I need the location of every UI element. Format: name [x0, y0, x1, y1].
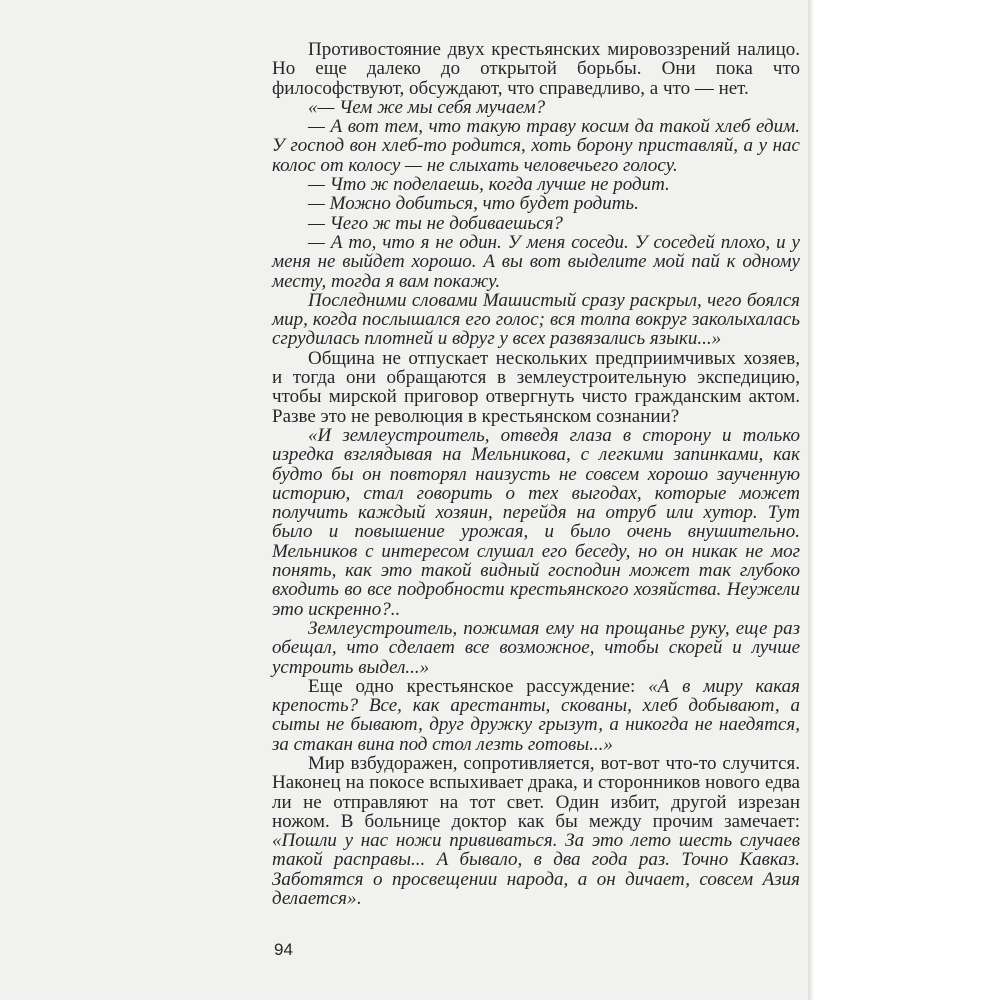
page-number: 94: [274, 940, 293, 959]
quote-text: — А вот тем, что такую траву косим да такой хлеб едим. У господ вон хлеб-то родится, хоть борону приставляй, а у нас колос от колосу — не слыхать человечьего голосу.: [272, 116, 800, 176]
paragraph: [272, 214, 800, 233]
body-text: Еще одно крестьянское рассуждение:: [308, 675, 649, 697]
body-text: Противостояние двух крестьянских мировоззрений налицо. Но еще далеко до открытой борьбы. Они пока что философствуют, обсуждают, что справедливо, а что — нет.: [272, 39, 800, 99]
paragraph: [272, 98, 800, 117]
paragraph: [272, 754, 800, 908]
quote-text: «А в миру какая крепость? Все, как арестанты, скованы, хлеб добывают, а сыты не бывают, друг дружку грызут, а никогда не наедятся, за стакан вина под стол лезть готовы...»: [272, 675, 800, 755]
page-edge: [808, 0, 814, 1000]
quote-text: Последними словами Машистый сразу раскрыл, чего боялся мир, когда послышался его голос; вся толпа вокруг заколыхалась сгрудилась плотней и вдруг у всех развязались языки...»: [272, 289, 800, 350]
quote-text: — А то, что я не один. У меня соседи. У соседей плохо, и у меня не выйдет хорошо. А вы вот выделите мой пай к одному месту, тогда я вам покажу.: [272, 231, 800, 292]
paragraph: [272, 349, 800, 426]
paragraph: [272, 175, 800, 194]
quote-text: Землеустроитель, пожимая ему на прощанье руку, еще раз обещал, что сделает все возможное, чтобы скорей и лучше устроить выдел...»: [272, 617, 800, 678]
paragraph: [272, 677, 800, 754]
paragraph: [272, 117, 800, 175]
body-text: Община не отпускает нескольких предприимчивых хозяев, и тогда они обращаются в землеустроительную экспедицию, чтобы мирской приговор отвергнуть чисто гражданским актом. Разве это не революция в крестьянском сознании?: [272, 347, 800, 427]
paragraph: [272, 40, 800, 98]
quote-text: «— Чем же мы себя мучаем?: [308, 96, 546, 118]
paragraph: [272, 426, 800, 619]
quote-text: — Что ж поделаешь, когда лучше не родит.: [308, 174, 670, 196]
quote-text: «И землеустроитель, отведя глаза в сторону и только изредка взглядывая на Мельникова, с легкими запинками, как будто бы он повторял наизусть не совсем хорошо заученную историю, стал говорить о тех выгодах, которые может получить каждый хозяин, перейдя на отруб или хутор. Тут было и повышение урожая, и было очень внушительно. Мельников с интересом слушал его беседу, но он никак не мог понять, как это такой видный господин может так глубоко входить во все подробности крестьянского хозяйства. Неужели это искренно?..: [272, 424, 800, 620]
quote-text: — Чего ж ты не добиваешься?: [308, 212, 563, 234]
body-text: .: [356, 888, 362, 910]
page-text: [272, 40, 800, 908]
quote-text: — Можно добиться, что будет родить.: [308, 193, 639, 215]
body-text: Мир взбудоражен, сопротивляется, вот-вот что-то случится. Наконец на покосе вспыхивает драка, и сторонников нового едва ли не отправляют на тот свет. Один избит, другой изрезан ножом. В больнице доктор как бы между прочим замечает:: [272, 752, 800, 832]
paragraph: [272, 194, 800, 213]
paragraph: [272, 291, 800, 349]
paragraph: [272, 619, 800, 677]
quote-text: «Пошли у нас ножи прививаться. За это лето шесть случаев такой расправы... А бывало, в два года раз. Точно Кавказ. Заботятся о просвещении народа, а он дичает, совсем Азия делается»: [272, 830, 800, 910]
paragraph: [272, 233, 800, 291]
